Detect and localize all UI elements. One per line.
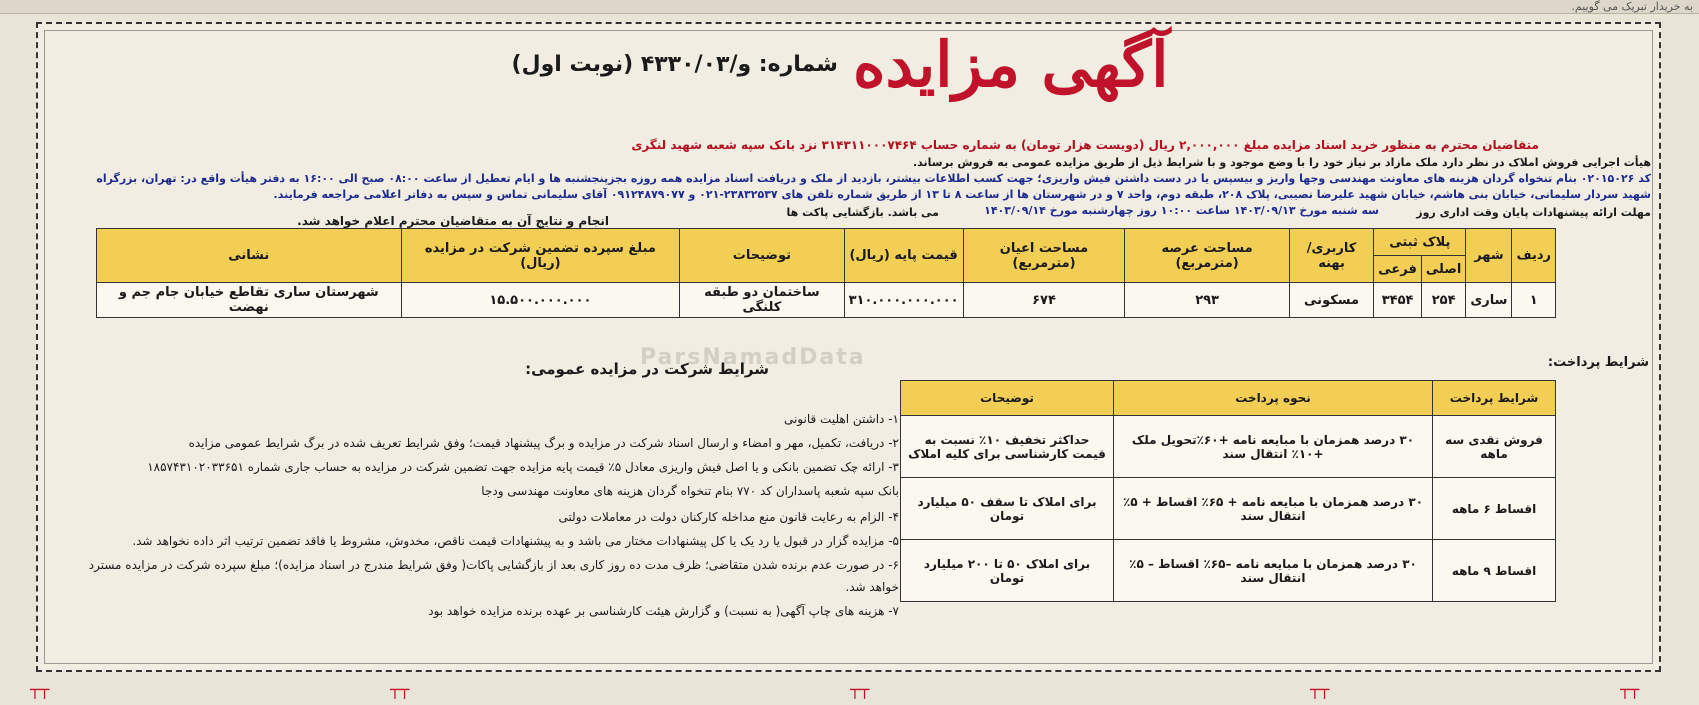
table-row bbox=[901, 416, 1556, 478]
pay-cell: فروش نقدی سه ماهه bbox=[1433, 416, 1556, 478]
conditions-title: شرایط شرکت در مزایده عمومی: bbox=[525, 360, 769, 378]
pay-cell: ۳۰ درصد همزمان با مبایعه نامه +۶۰٪تحویل ملک +۱۰٪ انتقال سند bbox=[1114, 416, 1433, 478]
cell-asli: ۲۵۴ bbox=[1421, 283, 1465, 318]
condition-item: ۲- دریافت، تکمیل، مهر و امضاء و ارسال اسناد شرکت در مزایده و برگ پیشنهاد قیمت؛ وفق شرایط تعریف شده در برگ شرایط عمومی مزایده bbox=[188, 436, 899, 450]
opening-label: می باشد. بازگشایی پاکت ها bbox=[786, 206, 939, 219]
col-farei: فرعی bbox=[1374, 256, 1422, 283]
cell-building-area: ۶۷۴ bbox=[963, 283, 1125, 318]
table-row bbox=[901, 478, 1556, 540]
intro-line-3: کد ۰۲۰۱۵۰۲۶ بنام تنخواه گردان هزینه های معاونت مهندسی وجها واریز و بیسپس یا در دست داشتن فیش واریزی؛ جهت کسب اطلاعات بیشتر، بازدید از ملک و دریافت اسناد مزایده همه روزه بجزپنجشنبه ها و ایام تعطیل از ساعت ۰۸:۰۰ صبح الی ۱۶:۰۰ به دفتر هیأت واقع در: تهران، بزرگراه bbox=[96, 172, 1651, 185]
crop-mark-icon: ┬┬ bbox=[1620, 680, 1640, 699]
pay-cell: اقساط ۶ ماهه bbox=[1433, 478, 1556, 540]
ad-number: شماره: و/۴۳۳۰/۰۳ (نوبت اول) bbox=[511, 52, 838, 77]
cell-deposit: ۱۵.۵۰۰.۰۰۰.۰۰۰ bbox=[401, 283, 680, 318]
cell-usage: مسکونی bbox=[1289, 283, 1373, 318]
ad-header bbox=[430, 28, 1250, 108]
intro-line-2: هیأت اجرایی فروش املاک در نظر دارد ملک مازاد بر نیاز خود را با وضع موجود و با شرایط ذیل از طریق مزایده عمومی به فروش برساند. bbox=[912, 156, 1651, 169]
col-asli: اصلی bbox=[1421, 256, 1465, 283]
crop-mark-icon: ┬┬ bbox=[1310, 680, 1330, 699]
table-row bbox=[901, 540, 1556, 602]
pay-col-terms: شرایط پرداخت bbox=[1433, 381, 1556, 416]
payment-label: شرایط پرداخت: bbox=[1547, 355, 1649, 370]
col-city: شهر bbox=[1466, 229, 1512, 283]
condition-item: ۷- هزینه های چاپ آگهی( به نسبت) و گزارش هیئت کارشناسی بر عهده برنده مزایده خواهد بود bbox=[428, 604, 899, 618]
col-base-price: قیمت پایه (ریال) bbox=[844, 229, 963, 283]
property-table-header-row bbox=[97, 229, 1556, 256]
cell-land-area: ۲۹۳ bbox=[1125, 283, 1289, 318]
previous-ad-strip: به خریدار تبریک می گوییم. bbox=[0, 0, 1699, 14]
cell-desc: ساختمان دو طبقه کلنگی bbox=[680, 283, 844, 318]
intro-line-4: شهید سردار سلیمانی، خیابان بنی هاشم، خیابان شهید علیرضا نصیبی، پلاک ۲۰۸، طبقه دوم، واحد ۷ و در شهرستان ها از ساعت ۸ تا ۱۳ از طریق شماره تلفن های ۲۳۸۳۲۵۳۷-۰۲۱ و ۰۹۱۲۴۸۷۹۰۷۷ آقای سلیمانی تماس و سپس به دفاتر اعلامی مراجعه فرمایند. bbox=[273, 188, 1651, 201]
crop-mark-icon: ┬┬ bbox=[30, 680, 50, 699]
pay-cell: برای املاک تا سقف ۵۰ میلیارد تومان bbox=[901, 478, 1114, 540]
col-address: نشانی bbox=[97, 229, 402, 283]
intro-line-1: متقاضیان محترم به منظور خرید اسناد مزایده مبلغ ۲,۰۰۰,۰۰۰ ریال (دویست هزار تومان) به شماره حساب ۳۱۴۳۱۱۰۰۰۷۴۶۴ نزد بانک سپه شعبه شهید لنگری bbox=[631, 138, 1539, 152]
col-deposit: مبلغ سپرده تضمین شرکت در مزایده (ریال) bbox=[401, 229, 680, 283]
property-table bbox=[96, 228, 1556, 318]
condition-item: بانک سپه شعبه پاسداران کد ۷۷۰ بنام تنخواه گردان هزینه های معاونت مهندسی ودجا bbox=[481, 484, 899, 498]
pay-cell: ۳۰ درصد همزمان با مبایعه نامه –۶۵٪ اقساط – ۵٪ انتقال سند bbox=[1114, 540, 1433, 602]
col-plak: پلاک ثبتی bbox=[1374, 229, 1466, 256]
crop-mark-icon: ┬┬ bbox=[390, 680, 410, 699]
ad-title: آگهی مزایده bbox=[853, 28, 1169, 101]
cell-address: شهرستان ساری تقاطع خیابان جام جم و نهضت bbox=[97, 283, 402, 318]
pay-cell: ۳۰ درصد همزمان با مبایعه نامه + ۶۵٪ اقساط + ۵٪ انتقال سند bbox=[1114, 478, 1433, 540]
cell-city: ساری bbox=[1466, 283, 1512, 318]
pay-col-notes: توضیحات bbox=[901, 381, 1114, 416]
crop-mark-icon: ┬┬ bbox=[850, 680, 870, 699]
condition-item: ۴- الزام به رعایت قانون منع مداخله کارکنان دولت در معاملات دولتی bbox=[558, 510, 899, 524]
condition-item: ۵- مزایده گزار در قبول یا رد یک یا کل پیشنهادات مختار می باشد و به پیشنهادات قیمت ناقص، مخدوش، مشروط یا فاقد تضمین ترتیب اثر داده نخواهد شد. bbox=[132, 534, 899, 548]
condition-item: ۱- داشتن اهلیت قانونی bbox=[783, 412, 899, 426]
cell-farei: ۳۴۵۴ bbox=[1374, 283, 1422, 318]
payment-table bbox=[900, 380, 1556, 602]
condition-item: خواهد شد. bbox=[845, 580, 899, 594]
intro-line-5: سه شنبه مورخ ۱۴۰۳/۰۹/۱۳ ساعت ۱۰:۰۰ روز چهارشنبه مورخ ۱۴۰۳/۰۹/۱۴ bbox=[984, 204, 1379, 217]
cell-base-price: ۳۱۰.۰۰۰.۰۰۰.۰۰۰ bbox=[844, 283, 963, 318]
intro-line-7: انجام و نتایج آن به متقاضیان محترم اعلام خواهد شد. bbox=[297, 214, 609, 228]
pay-col-method: نحوه پرداخت bbox=[1114, 381, 1433, 416]
table-row bbox=[97, 283, 1556, 318]
col-desc: توضیحات bbox=[680, 229, 844, 283]
col-land-area: مساحت عرصه (مترمربع) bbox=[1125, 229, 1289, 283]
cell-row: ۱ bbox=[1512, 283, 1556, 318]
condition-item: ۳- ارائه چک تضمین بانکی و یا اصل فیش واریزی معادل ۵٪ قیمت پایه مزایده جهت تضمین شرکت در مزایده به حساب جاری شماره ۱۸۵۷۴۳۱۰۲۰۳۳۶۵۱ bbox=[147, 460, 899, 474]
pay-cell: حداکثر تخفیف ۱۰٪ نسبت به قیمت کارشناسی برای کلیه املاک bbox=[901, 416, 1114, 478]
col-usage: کاربری/بهنه bbox=[1289, 229, 1373, 283]
condition-item: ۶- در صورت عدم برنده شدن متقاضی؛ ظرف مدت ده روز کاری بعد از بازگشایی پاکات( وفق شرایط مندرج در اسناد مزایده)؛ مبلغ سپرده شرکت در مزایده مسترد bbox=[88, 558, 899, 572]
payment-header-row bbox=[901, 381, 1556, 416]
deadline-label: مهلت ارائه پیشنهادات پایان وقت اداری روز bbox=[1416, 206, 1651, 219]
watermark: ParsNamadData bbox=[640, 345, 866, 370]
col-building-area: مساحت اعیان (مترمربع) bbox=[963, 229, 1125, 283]
pay-cell: اقساط ۹ ماهه bbox=[1433, 540, 1556, 602]
pay-cell: برای املاک ۵۰ تا ۲۰۰ میلیارد تومان bbox=[901, 540, 1114, 602]
col-row: ردیف bbox=[1512, 229, 1556, 283]
